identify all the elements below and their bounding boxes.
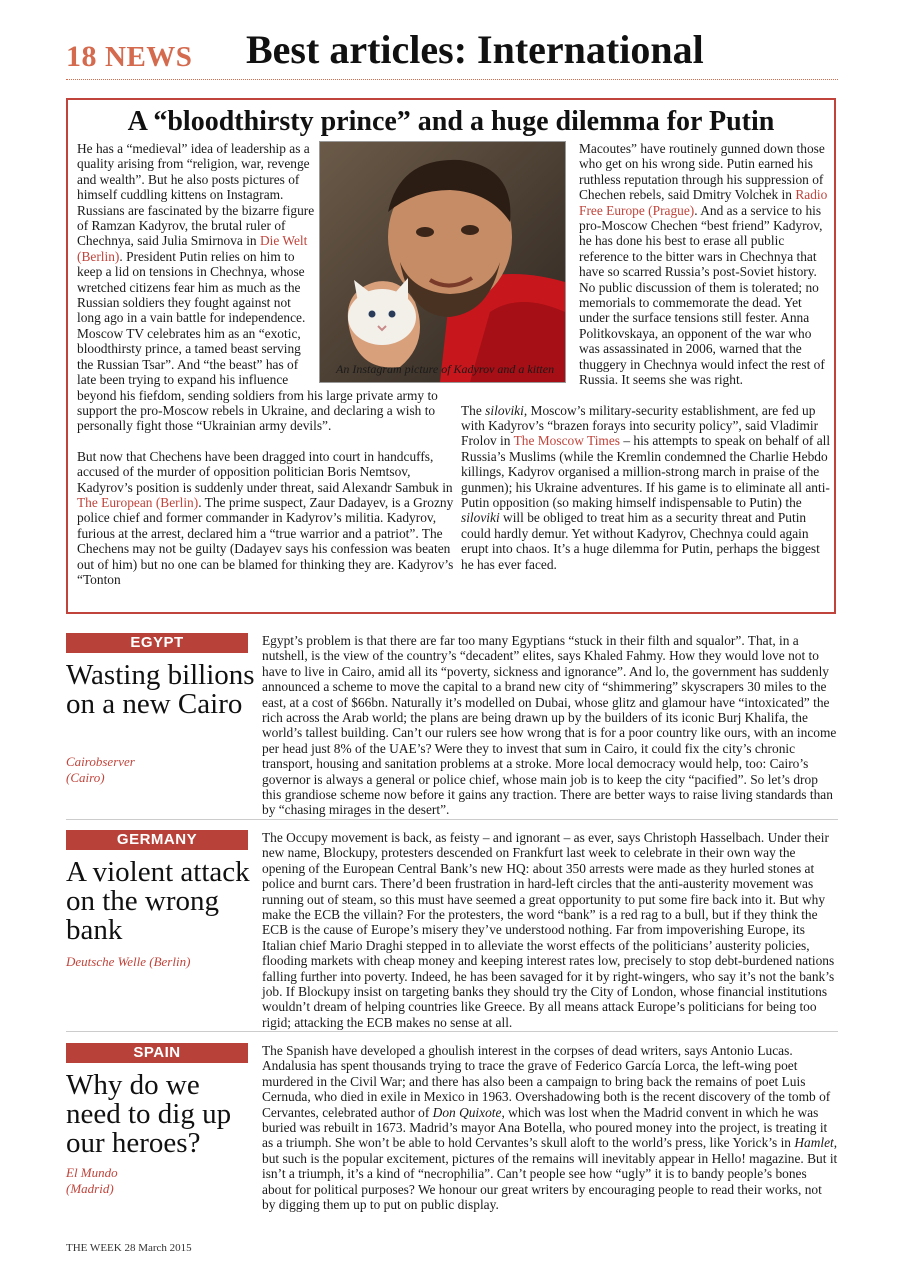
lead-col1-para1: He has a “medieval” idea of leadership as a quality arising from “religion, war, revenge and wealth”. But he also posts pictures of himself cuddling kittens on Instagram. Russians are fascinated by the bizarre figure of Ramzan Kadyrov, the brutal ruler of Chechnya, said Julia Smirnova in Die Welt (Berlin). President Putin relies on him to keep a lid on tensions in Chechnya, whose wretched citizens fear him as much as the Russian soldiers they fought against not long ago in a vain battle for independence. Moscow TV celebrates him as an “exotic, bloodthirsty prince, a tamed beast serving the Russian Tsar”. And “the beast” has of late been trying to expand his influence beyond his fiefdom, sending soldiers from his large private army to support the pro-Moscow rebels in Ukraine, and declaring a wish to personally fight those “Ukrainian army devils”. (77, 141, 465, 434)
country-tag-germany: GERMANY (66, 830, 248, 850)
lead-col1-para2: But now that Chechens have been dragged into court in handcuffs, accused of the murder of opposition politician Boris Nemtsov, Kadyrov’s position is suddenly under threat, said Alexandr Sambuk in The European (Berlin). The prime suspect, Zaur Dadayev, is a Grozny police chief and former commander in Kadyrov’s militia. Kadyrov, furious at the arrest, declared him a “true warrior and a patriot”. The Chechens may not be guilty (Dadayev says his confession was beaten out of him) but no one can be blamed for thinking they are. Kadyrov’s “Tonton (77, 448, 454, 587)
book-title: Hamlet (794, 1135, 834, 1151)
headline-egypt: Wasting billions on a new Cairo (66, 659, 255, 720)
section-divider (66, 1031, 838, 1032)
section-divider (66, 819, 838, 820)
body-spain: The Spanish have developed a ghoulish interest in the corpses of dead writers, says Antonio Lucas. Andalusia has spent thousands trying to trace the grave of Federico García Lorca, the left-wing poet murdered in the Civil War; and there has also been a campaign to bring back the remains of poet Luis Cernuda, who died in exile in Mexico in 1963. Overshadowing both is the recent discovery of the tomb of Cervantes, celebrated author of Don Quixote, which was lost when the Madrid convent in which he was buried was rebuilt in 1673. Madrid’s mayor Ana Botella, who poured money into the project, is treating it as a triumph. She won’t be able to hold Cervantes’s skull aloft to the world’s press, like Yorick’s in Hamlet, but such is the popular excitement, pictures of the remains will inevitably appear in Hello! magazine. But it isn’t a triumph, it’s a kind of “necrophilia”. Can’t people see how “ugly” it is to bandy people’s bones about for political purposes? We honour our great writers by encouraging people to read their works, not by digging them up to put on public display. (262, 1043, 838, 1213)
book-title: Don Quixote (432, 1104, 502, 1120)
body-germany: The Occupy movement is back, as feisty – and ignorant – as ever, says Christoph Hasselbach. Under their new name, Blockupy, protesters descended on Frankfurt last week to celebrate in their own way the opening of the European Central Bank’s new HQ: about 350 arrests were made as they hurled stones at police and burnt cars. There’d been frustration in hard-left circles that the anti-austerity movement was running out of steam, so this must have seemed a great opportunity to put some fire back into it. But why make the ECB the villain? For the protesters, the word “bank” is a red rag to a bull, but if they think the ECB is the cause of Europe’s misery they’ve understood nothing. Far from impoverishing Europe, its Italian chief Mario Draghi stepped in to alleviate the worst effects of the politicians’ austerity policies, flooding markets with cheap money and keeping interest rates low, precisely to stop debt-burdened nations falling further into poverty. Indeed, he has been savaged for it by right-wingers, who say it’s not the bank’s job. If Blockupy insist on targeting banks they should try the City of London, whose financial institutions wouldn’t dream of helping countries like Greece. By all means attack Europe’s politicians for being too rigid; attacking the ECB makes no sense at all. (262, 830, 835, 1030)
page-number: 18 (66, 40, 97, 73)
source-egypt: Cairobserver (Cairo) (66, 754, 135, 785)
source-the-european: The European (Berlin) (77, 494, 199, 510)
country-tag-egypt: EGYPT (66, 633, 248, 653)
page-header (66, 26, 838, 78)
headline-germany: A violent attack on the wrong bank (66, 856, 250, 946)
source-radio-free-europe: Radio Free Europe (Prague) (579, 187, 828, 218)
kadyrov-kitten-photo (319, 141, 566, 383)
source-spain: El Mundo (Madrid) (66, 1165, 118, 1196)
lead-headline: A “bloodthirsty prince” and a huge dilemma for Putin (127, 106, 775, 137)
source-germany: Deutsche Welle (Berlin) (66, 954, 191, 969)
headline-spain: Why do we need to dig up our heroes? (66, 1069, 232, 1159)
kadyrov-kitten-illustration (320, 142, 565, 382)
country-tag-spain: SPAIN (66, 1043, 248, 1063)
section-egypt (66, 633, 838, 818)
section-label: NEWS (105, 41, 193, 73)
lead-col2-para1: Macoutes” have routinely gunned down those who get on his wrong side. Putin earned his ruthless reputation through his suppression of Chechen rebels, said Dmitry Volchek in Radio Free Europe (Prague). And as a service to his pro-Moscow Chechen “best friend” Kadyrov, he has done his best to erase all public reference to the bitter wars in Chechnya that have so scarred Russia’s post-Soviet history. No public discussion of them is tolerated; no memorials to commemorate the dead. Yet under the surface tensions still fester. Anna Politkovskaya, an opponent of the war who was assassinated in 2006, warned that the thuggery in Chechnya would infect the rest of Russia. It seems she was right. (461, 141, 831, 388)
section-germany (66, 830, 838, 1030)
photo-caption: An Instagram picture of Kadyrov and a kitten (336, 362, 555, 376)
section-spain (66, 1043, 838, 1223)
page-footer: THE WEEK 28 March 2015 (66, 1242, 192, 1254)
source-moscow-times: The Moscow Times (513, 433, 620, 449)
lead-col2-para2: The siloviki, Moscow’s military-security establishment, are fed up with Kadyrov’s “brazen forays into security policy”, said Vladimir Frolov in The Moscow Times – his attempts to speak on behalf of all Russia’s Muslims (while the Kremlin condemned the Charlie Hebdo killings, Kadyrov organised a million-strong march in praise of the gunmen); his Ukraine adventures. If his game is to eliminate all anti-Putin opposition (so making himself indispensable to Putin) the siloviki will be obliged to treat him as a security threat and Putin could hardly demur. Yet without Kadyrov, Chechnya could again erupt into chaos. It’s a huge dilemma for Putin, perhaps the biggest he has ever faced. (461, 402, 831, 572)
page-title: Best articles: International (246, 27, 704, 72)
page-number-section (66, 40, 192, 74)
body-egypt: Egypt’s problem is that there are far too many Egyptians “stuck in their filth and squalor”. That, in a nutshell, is the view of the country’s “decadent” elites, says Khaled Fahmy. How they would love not to have to live in Cairo, amid all its “poverty, sickness and ignorance”. And lo, the government has suddenly announced a scheme to move the capital to a brand new city of “shimmering” skyscrapers 30 miles to the east, at a cost of $66bn. Naturally it’s modelled on Dubai, whose glitz and glamour have “intoxicated” the rich across the Arab world; the plans are being drawn up by the builders of its iconic Burj Khalifa, the world’s tallest building. Can’t our rulers see how wrong that is for a poor country like ours, with an income per head just 8% of the UAE’s? Were they to invest that sum in Cairo, it could fix the city’s chronic transport, housing and sanitation problems at a stroke. More local democracy would help, too: Cairo’s governor is always a general or police chief, whose main job is to keep the city “pacified”. So let’s drop this grandiose scheme now before it gains any traction. There are better ways to raise living standards than by “chasing mirages in the desert”. (262, 633, 837, 818)
lead-article (66, 98, 836, 614)
header-divider (66, 79, 838, 80)
source-die-welt: Die Welt (Berlin) (77, 233, 308, 264)
